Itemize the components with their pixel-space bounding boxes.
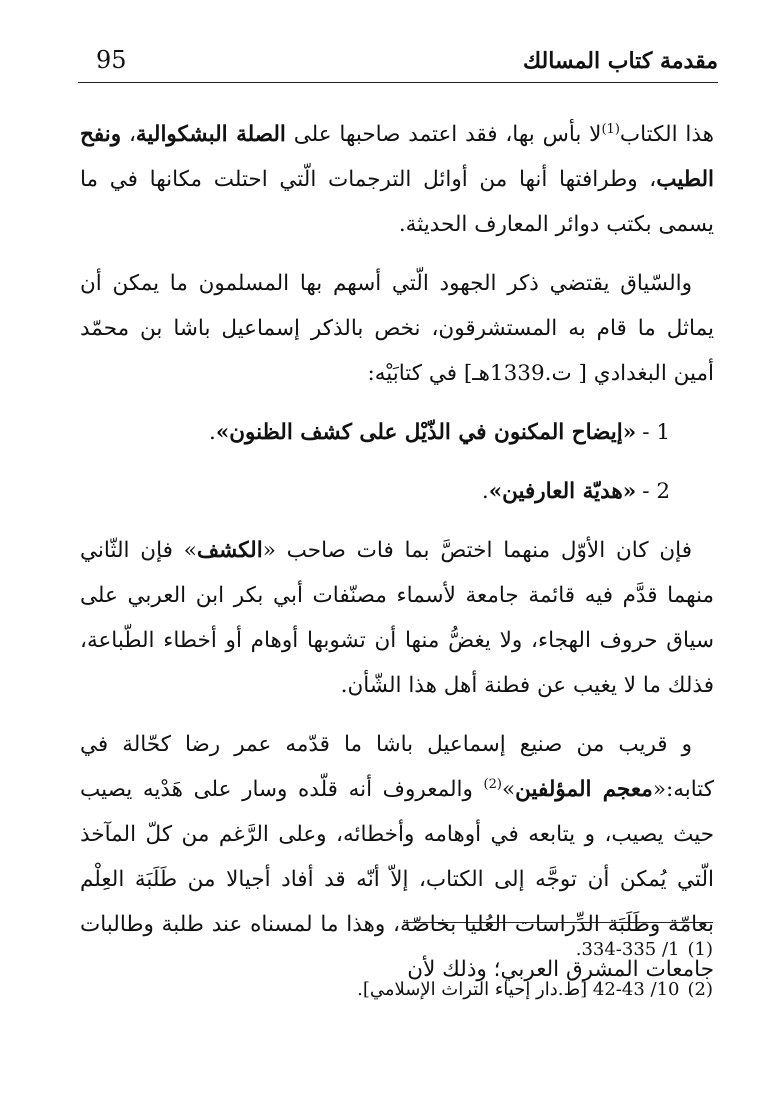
paragraph-1: [80, 112, 714, 247]
running-header: [78, 42, 718, 83]
footnote-text: 1/ 334-335.: [575, 939, 680, 960]
paragraph-2: [80, 261, 714, 396]
page-number: 95: [96, 46, 127, 74]
text-run: » فإن الثّاني منهما قدَّم فيه قائمة جامعة لأسماء مصنّفات أبي بكر ابن العربي على سياق حروف الهجاء، ولا يغضُّ منها أن تشوبها أوهام أو أخطاء الطّباعة، فذلك ما لا يغيب عن فطنة أهل هذا الشّأن.: [80, 538, 714, 698]
text-run: .: [208, 420, 216, 445]
text-run: والسّياق يقتضي ذكر الجهود الّتي أسهم بها المسلمون ما يمكن أن يماثل ما قام به المستشرقون، نخص بالذكر إسماعيل باشا بن محمّد أمين البغدادي [ ت.1339هـ] في كتابَيْه:: [80, 271, 714, 386]
footnotes: [73, 930, 713, 1010]
text-run: و قريب من صنيع إسماعيل باشا ما قدّمه عمر رضا كحّالة في كتابه:«: [80, 732, 714, 802]
text-run: هذا الكتاب: [619, 122, 714, 147]
footnote-1: [73, 930, 713, 970]
text-run: »: [501, 777, 516, 802]
running-title: مقدمة كتاب المسالك: [523, 48, 718, 74]
list-number: 1 -: [642, 420, 670, 445]
main-text: [80, 112, 714, 1006]
text-run: ،: [121, 122, 136, 147]
paragraph-3: [80, 528, 714, 708]
text-run: والمعروف أنه قلّده وسار على هَدْيه يصيب حيث يصيب، و يتابعه في أوهامه وأخطائه، وعلى الرَّغم من كلّ المآخذ الّتي يُمكن أن توجَّه إلى الكتاب، إلاّ أنّه قد أفاد أجيالا من طَلَبَة العِلْم بعامّة وطَلَبَة الدِّراسات العُليا بخاصّة، وهذا ما لمسناه عند طلبة وطالبات جامعات المشرق العربي؛ وذلك لأن: [80, 777, 714, 982]
list-title: «هديّة العارفين»: [488, 479, 637, 504]
footnote-ref-1: (1): [601, 121, 620, 137]
book-title-sila: الصلة البشكوالية: [135, 122, 286, 147]
list-number: 2 -: [642, 479, 670, 504]
book-title-kashf: الكشف: [196, 538, 263, 563]
text-run: لا بأس بها، فقد اعتمد صاحبها على: [285, 122, 602, 147]
book-title-mujam: معجم المؤلفين: [515, 777, 653, 802]
list-item-1: [80, 410, 714, 455]
footnote-text: 10/ 42-43 [ط.دار إحياء التراث الإسلامي].: [357, 979, 680, 1000]
footnote-marker: (2): [687, 979, 713, 1000]
text-run: فإن كان الأوّل منهما اختصَّ بما فات صاحب «: [262, 538, 692, 563]
text-run: ، وطرافتها أنها من أوائل الترجمات الّتي احتلت مكانها في ما يسمى بكتب دوائر المعارف الحديثة.: [80, 167, 714, 237]
list-item-2: [80, 469, 714, 514]
text-run: .: [481, 479, 489, 504]
footnote-ref-2: (2): [483, 776, 502, 792]
list-title: «إيضاح المكنون في الذّيْل على كشف الظنون»: [215, 420, 637, 445]
footnote-separator: [403, 922, 713, 923]
footnote-marker: (1): [687, 939, 713, 960]
footnote-2: [73, 970, 713, 1010]
book-title-nafh: ونفح الطيب: [80, 122, 714, 192]
